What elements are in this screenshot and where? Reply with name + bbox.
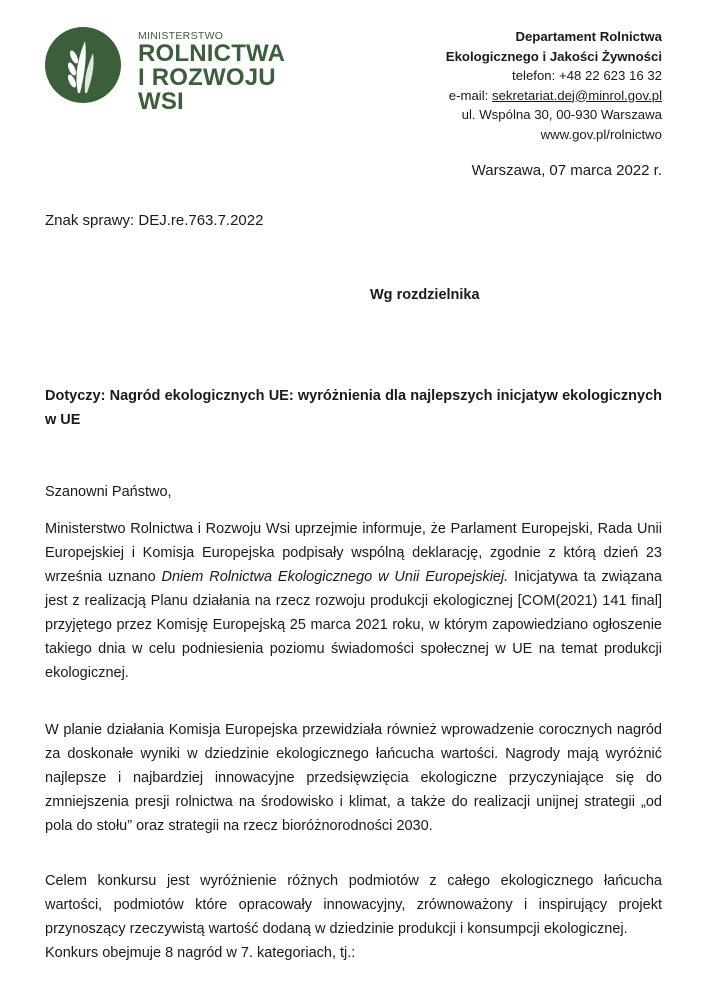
paragraph-1-part-a: Ministerstwo Rolnictwa i Rozwoju Wsi uprzejmie informuje, że Parlament Europejski, Rada Unii Europejskiej i Komisja Europejska podpisały wspólną deklarację, zgodnie z którą dzień 23 września uznano (45, 521, 662, 585)
department-phone: telefon: +48 22 623 16 32 (512, 68, 662, 83)
logo-line-ministerstwo: MINISTERSTWO (138, 30, 224, 42)
email-label: e-mail: (448, 87, 492, 103)
department-address: ul. Wspólna 30, 00-930 Warszawa (461, 107, 662, 122)
logo-line-rolnictwa: ROLNICTWA (138, 40, 286, 67)
logo-line-rozwoju: I ROZWOJU WSI (138, 64, 276, 115)
department-email-line (446, 86, 662, 106)
greeting: Szanowni Państwo, (45, 484, 172, 500)
paragraph-3-body: Celem konkursu jest wyróżnienie różnych podmiotów z całego ekologicznego łańcucha wartości, podmiotów które opracowały innowacyjny, zrównoważony i inspirujący projekt przynoszący rzeczywistą wartość dodaną w dziedzinie produkcji i konsumpcji ekologicznej. (45, 873, 662, 937)
email-link[interactable]: sekretariat.dej@minrol.gov.pl (492, 87, 662, 103)
department-name-line1: Departament Rolnictwa (515, 29, 662, 44)
subject-line: Dotyczy: Nagród ekologicznych UE: wyróżnienia dla najlepszych inicjatyw ekologicznych w UE (45, 388, 662, 428)
paragraph-1-emphasis: Dniem Rolnictwa Ekologicznego w Unii Europejskiej. (161, 569, 509, 585)
department-website: www.gov.pl/rolnictwo (540, 126, 662, 142)
paragraph-1-part-b: Inicjatywa ta związana jest z realizacją Planu działania na rzecz rozwoju produkcji ekologicznej [COM(2021) 141 final] przyjętego przez Komisję Europejską 25 marca 2021 roku, w którym zapowiedziano ogłoszenie takiego dnia w celu podniesienia poziomu świadomości społecznej w UE na temat produkcji ekologicznej. (45, 569, 662, 681)
paragraph-3-last-line: Konkurs obejmuje 8 nagród w 7. kategoriach, tj.: (45, 945, 356, 961)
logo-text (138, 30, 315, 114)
letter-date: Warszawa, 07 marca 2022 r. (471, 162, 662, 179)
reference-number: Znak sprawy: DEJ.re.763.7.2022 (45, 212, 264, 229)
paragraph-2: W planie działania Komisja Europejska przewidziała również wprowadzenie corocznych nagród za doskonałe wyniki w dziedzinie ekologicznego łańcucha wartości. Nagrody mają wyróżnić najlepsze i najbardziej innowacyjne przedsięwzięcia ekologiczne przyczyniające się do zmniejszenia presji rolnictwa na środowisko i klimat, a także do realizacji unijnej strategii „od pola do stołu” oraz strategii na rzecz bioróżnorodności 2030. (45, 722, 662, 834)
wheat-emblem-icon (45, 27, 121, 103)
ministry-logo (45, 25, 315, 115)
paragraph-3 (45, 869, 662, 965)
department-name-line2: Ekologicznego i Jakości Żywności (445, 48, 662, 64)
paragraph-1 (45, 517, 662, 685)
department-contact-block (446, 27, 662, 144)
recipient-line: Wg rozdzielnika (370, 287, 480, 303)
